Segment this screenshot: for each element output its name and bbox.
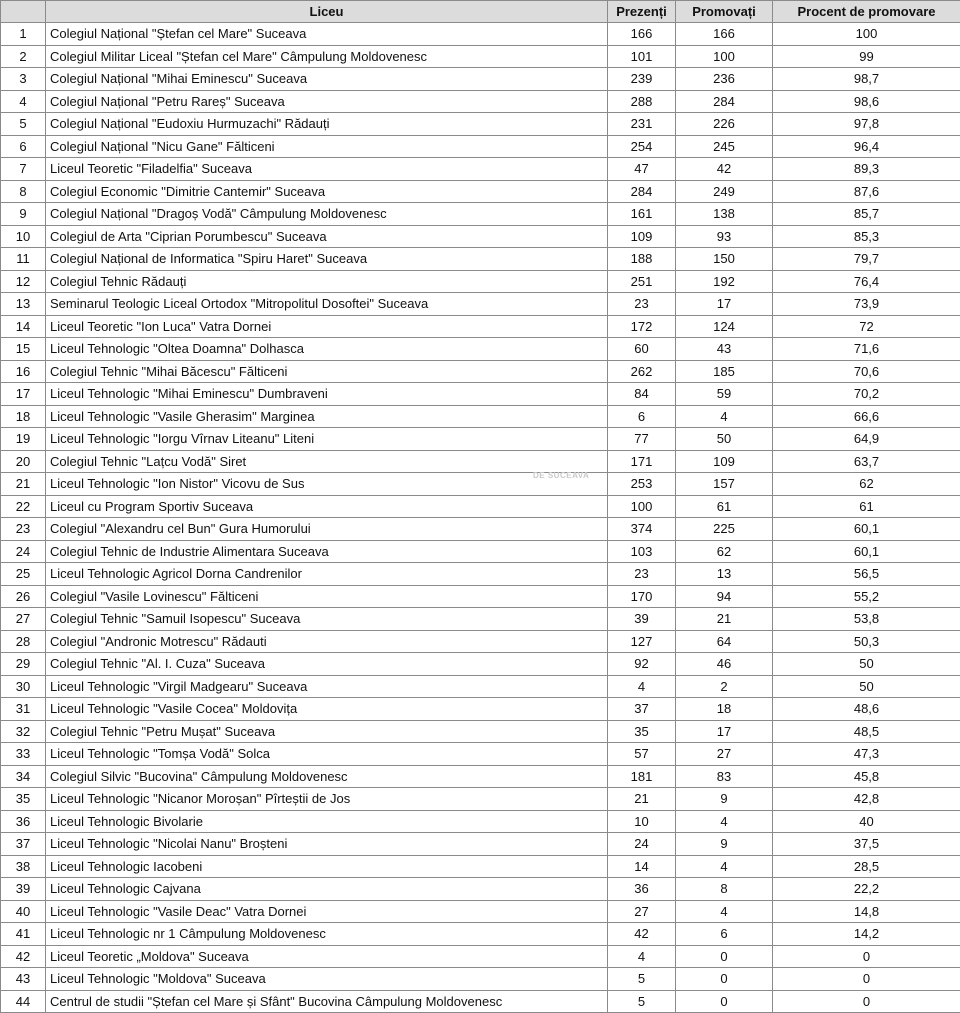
- row-prezenti: 103: [608, 540, 676, 563]
- row-promovati: 94: [676, 585, 773, 608]
- table-row: [1, 968, 960, 991]
- row-promovati: 93: [676, 225, 773, 248]
- row-procent: 0: [773, 945, 960, 968]
- table-row: [1, 113, 960, 136]
- row-index: 44: [1, 990, 46, 1013]
- row-promovati: 245: [676, 135, 773, 158]
- row-school-name: Colegiul Național "Mihai Eminescu" Suceava: [46, 68, 608, 91]
- row-prezenti: 84: [608, 383, 676, 406]
- row-school-name: Colegiul Național "Dragoș Vodă" Câmpulung Moldovenesc: [46, 203, 608, 226]
- row-procent: 56,5: [773, 563, 960, 586]
- row-school-name: Liceul Tehnologic "Vasile Cocea" Moldovița: [46, 698, 608, 721]
- table-row: [1, 45, 960, 68]
- table-row: [1, 315, 960, 338]
- row-promovati: 0: [676, 990, 773, 1013]
- row-school-name: Colegiul Silvic "Bucovina" Câmpulung Moldovenesc: [46, 765, 608, 788]
- row-index: 12: [1, 270, 46, 293]
- row-promovati: 61: [676, 495, 773, 518]
- table-row: [1, 180, 960, 203]
- row-school-name: Liceul Tehnologic "Iorgu Vîrnav Liteanu" Liteni: [46, 428, 608, 451]
- row-school-name: Colegiul de Arta "Ciprian Porumbescu" Suceava: [46, 225, 608, 248]
- row-procent: 76,4: [773, 270, 960, 293]
- row-prezenti: 171: [608, 450, 676, 473]
- row-promovati: 124: [676, 315, 773, 338]
- row-procent: 98,6: [773, 90, 960, 113]
- table-row: [1, 428, 960, 451]
- row-promovati: 17: [676, 293, 773, 316]
- row-procent: 40: [773, 810, 960, 833]
- row-index: 23: [1, 518, 46, 541]
- table-row: [1, 855, 960, 878]
- row-school-name: Colegiul Național "Eudoxiu Hurmuzachi" Rădauți: [46, 113, 608, 136]
- header-promovati: Promovați: [676, 1, 773, 23]
- table-row: [1, 675, 960, 698]
- row-prezenti: 10: [608, 810, 676, 833]
- row-school-name: Seminarul Teologic Liceal Ortodox "Mitropolitul Dosoftei" Suceava: [46, 293, 608, 316]
- table-row: [1, 653, 960, 676]
- row-prezenti: 6: [608, 405, 676, 428]
- row-promovati: 59: [676, 383, 773, 406]
- row-prezenti: 288: [608, 90, 676, 113]
- row-promovati: 166: [676, 23, 773, 46]
- row-index: 5: [1, 113, 46, 136]
- row-school-name: Liceul Teoretic "Filadelfia" Suceava: [46, 158, 608, 181]
- row-school-name: Colegiul Tehnic "Mihai Băcescu" Fălticeni: [46, 360, 608, 383]
- row-promovati: 150: [676, 248, 773, 271]
- row-index: 2: [1, 45, 46, 68]
- row-prezenti: 5: [608, 990, 676, 1013]
- row-promovati: 284: [676, 90, 773, 113]
- row-index: 20: [1, 450, 46, 473]
- row-school-name: Colegiul Național de Informatica "Spiru Haret" Suceava: [46, 248, 608, 271]
- table-row: [1, 540, 960, 563]
- row-prezenti: 37: [608, 698, 676, 721]
- row-prezenti: 262: [608, 360, 676, 383]
- row-index: 36: [1, 810, 46, 833]
- row-promovati: 83: [676, 765, 773, 788]
- row-prezenti: 47: [608, 158, 676, 181]
- row-school-name: Colegiul Național "Petru Rareș" Suceava: [46, 90, 608, 113]
- row-procent: 45,8: [773, 765, 960, 788]
- row-promovati: 43: [676, 338, 773, 361]
- row-promovati: 8: [676, 878, 773, 901]
- row-prezenti: 5: [608, 968, 676, 991]
- row-promovati: 17: [676, 720, 773, 743]
- row-index: 1: [1, 23, 46, 46]
- row-procent: 97,8: [773, 113, 960, 136]
- table-row: [1, 585, 960, 608]
- table-row: [1, 158, 960, 181]
- row-prezenti: 181: [608, 765, 676, 788]
- row-index: 39: [1, 878, 46, 901]
- row-procent: 55,2: [773, 585, 960, 608]
- table-row: [1, 405, 960, 428]
- table-row: [1, 810, 960, 833]
- row-prezenti: 42: [608, 923, 676, 946]
- row-prezenti: 253: [608, 473, 676, 496]
- row-procent: 50,3: [773, 630, 960, 653]
- row-index: 35: [1, 788, 46, 811]
- table-row: [1, 608, 960, 631]
- table-row: [1, 203, 960, 226]
- row-school-name: Colegiul Național "Nicu Gane" Fălticeni: [46, 135, 608, 158]
- row-index: 16: [1, 360, 46, 383]
- row-school-name: Liceul Tehnologic Cajvana: [46, 878, 608, 901]
- table-row: [1, 563, 960, 586]
- table-row: [1, 383, 960, 406]
- row-index: 43: [1, 968, 46, 991]
- table-row: [1, 450, 960, 473]
- row-prezenti: 36: [608, 878, 676, 901]
- row-school-name: Liceul Tehnologic Bivolarie: [46, 810, 608, 833]
- row-prezenti: 100: [608, 495, 676, 518]
- row-procent: 89,3: [773, 158, 960, 181]
- row-procent: 64,9: [773, 428, 960, 451]
- table-row: [1, 473, 960, 496]
- row-index: 40: [1, 900, 46, 923]
- row-prezenti: 231: [608, 113, 676, 136]
- table-row: [1, 23, 960, 46]
- table-row: [1, 135, 960, 158]
- row-prezenti: 239: [608, 68, 676, 91]
- row-prezenti: 21: [608, 788, 676, 811]
- row-promovati: 249: [676, 180, 773, 203]
- table-row: [1, 293, 960, 316]
- row-index: 34: [1, 765, 46, 788]
- row-prezenti: 109: [608, 225, 676, 248]
- row-promovati: 62: [676, 540, 773, 563]
- row-index: 11: [1, 248, 46, 271]
- row-prezenti: 27: [608, 900, 676, 923]
- row-school-name: Colegiul Tehnic "Al. I. Cuza" Suceava: [46, 653, 608, 676]
- row-procent: 99: [773, 45, 960, 68]
- row-index: 14: [1, 315, 46, 338]
- row-procent: 47,3: [773, 743, 960, 766]
- row-procent: 98,7: [773, 68, 960, 91]
- row-procent: 66,6: [773, 405, 960, 428]
- row-prezenti: 170: [608, 585, 676, 608]
- row-promovati: 9: [676, 833, 773, 856]
- header-index: [1, 1, 46, 23]
- row-promovati: 4: [676, 405, 773, 428]
- row-index: 8: [1, 180, 46, 203]
- row-procent: 42,8: [773, 788, 960, 811]
- row-school-name: Liceul Tehnologic nr 1 Câmpulung Moldovenesc: [46, 923, 608, 946]
- row-prezenti: 374: [608, 518, 676, 541]
- row-promovati: 157: [676, 473, 773, 496]
- row-prezenti: 284: [608, 180, 676, 203]
- row-procent: 85,3: [773, 225, 960, 248]
- row-index: 9: [1, 203, 46, 226]
- row-promovati: 50: [676, 428, 773, 451]
- row-procent: 50: [773, 653, 960, 676]
- row-promovati: 225: [676, 518, 773, 541]
- row-school-name: Colegiul Tehnic "Lațcu Vodă" Siret: [46, 450, 608, 473]
- header-row: [1, 1, 960, 23]
- row-school-name: Liceul Tehnologic "Tomșa Vodă" Solca: [46, 743, 608, 766]
- row-school-name: Colegiul Tehnic "Samuil Isopescu" Suceava: [46, 608, 608, 631]
- row-prezenti: 161: [608, 203, 676, 226]
- row-school-name: Liceul cu Program Sportiv Suceava: [46, 495, 608, 518]
- row-procent: 87,6: [773, 180, 960, 203]
- row-procent: 14,8: [773, 900, 960, 923]
- row-prezenti: 172: [608, 315, 676, 338]
- table-row: [1, 338, 960, 361]
- table-row: [1, 90, 960, 113]
- row-index: 30: [1, 675, 46, 698]
- table-row: [1, 945, 960, 968]
- row-procent: 70,6: [773, 360, 960, 383]
- row-procent: 73,9: [773, 293, 960, 316]
- row-procent: 79,7: [773, 248, 960, 271]
- row-index: 7: [1, 158, 46, 181]
- row-promovati: 9: [676, 788, 773, 811]
- row-promovati: 0: [676, 968, 773, 991]
- row-index: 10: [1, 225, 46, 248]
- row-prezenti: 127: [608, 630, 676, 653]
- table-row: [1, 518, 960, 541]
- row-prezenti: 23: [608, 293, 676, 316]
- table-row: [1, 248, 960, 271]
- row-procent: 50: [773, 675, 960, 698]
- row-school-name: Liceul Tehnologic "Ion Nistor" Vicovu de Sus: [46, 473, 608, 496]
- row-prezenti: 254: [608, 135, 676, 158]
- row-school-name: Liceul Tehnologic "Vasile Deac" Vatra Dornei: [46, 900, 608, 923]
- row-prezenti: 166: [608, 23, 676, 46]
- row-procent: 0: [773, 968, 960, 991]
- row-promovati: 2: [676, 675, 773, 698]
- row-procent: 63,7: [773, 450, 960, 473]
- table-row: [1, 743, 960, 766]
- row-index: 41: [1, 923, 46, 946]
- row-prezenti: 101: [608, 45, 676, 68]
- row-procent: 14,2: [773, 923, 960, 946]
- row-promovati: 0: [676, 945, 773, 968]
- table-row: [1, 630, 960, 653]
- row-procent: 60,1: [773, 540, 960, 563]
- row-promovati: 21: [676, 608, 773, 631]
- row-procent: 62: [773, 473, 960, 496]
- table-row: [1, 900, 960, 923]
- row-school-name: Liceul Teoretic "Ion Luca" Vatra Dornei: [46, 315, 608, 338]
- row-procent: 0: [773, 990, 960, 1013]
- row-index: 37: [1, 833, 46, 856]
- row-procent: 48,5: [773, 720, 960, 743]
- row-school-name: Liceul Tehnologic "Moldova" Suceava: [46, 968, 608, 991]
- header-procent: Procent de promovare: [773, 1, 960, 23]
- row-promovati: 109: [676, 450, 773, 473]
- table-row: [1, 788, 960, 811]
- row-procent: 85,7: [773, 203, 960, 226]
- row-prezenti: 251: [608, 270, 676, 293]
- row-promovati: 13: [676, 563, 773, 586]
- row-promovati: 4: [676, 855, 773, 878]
- row-prezenti: 92: [608, 653, 676, 676]
- row-school-name: Liceul Tehnologic Iacobeni: [46, 855, 608, 878]
- row-promovati: 192: [676, 270, 773, 293]
- row-school-name: Liceul Tehnologic "Nicolai Nanu" Broșteni: [46, 833, 608, 856]
- row-index: 6: [1, 135, 46, 158]
- table-row: [1, 923, 960, 946]
- row-school-name: Centrul de studii "Ștefan cel Mare și Sfânt" Bucovina Câmpulung Moldovenesc: [46, 990, 608, 1013]
- row-prezenti: 39: [608, 608, 676, 631]
- row-procent: 61: [773, 495, 960, 518]
- header-prezenti: Prezenți: [608, 1, 676, 23]
- row-prezenti: 23: [608, 563, 676, 586]
- row-prezenti: 77: [608, 428, 676, 451]
- row-prezenti: 24: [608, 833, 676, 856]
- row-school-name: Colegiul "Alexandru cel Bun" Gura Humorului: [46, 518, 608, 541]
- table-row: [1, 68, 960, 91]
- row-school-name: Colegiul Național "Ștefan cel Mare" Suceava: [46, 23, 608, 46]
- row-school-name: Colegiul Militar Liceal "Ștefan cel Mare" Câmpulung Moldovenesc: [46, 45, 608, 68]
- row-index: 19: [1, 428, 46, 451]
- row-index: 3: [1, 68, 46, 91]
- row-prezenti: 4: [608, 675, 676, 698]
- row-promovati: 64: [676, 630, 773, 653]
- row-index: 27: [1, 608, 46, 631]
- row-promovati: 27: [676, 743, 773, 766]
- row-school-name: Colegiul Tehnic "Petru Mușat" Suceava: [46, 720, 608, 743]
- row-school-name: Liceul Tehnologic "Mihai Eminescu" Dumbraveni: [46, 383, 608, 406]
- row-prezenti: 57: [608, 743, 676, 766]
- table-row: [1, 270, 960, 293]
- table-row: [1, 360, 960, 383]
- row-school-name: Colegiul Tehnic de Industrie Alimentara Suceava: [46, 540, 608, 563]
- row-promovati: 6: [676, 923, 773, 946]
- row-index: 25: [1, 563, 46, 586]
- row-promovati: 185: [676, 360, 773, 383]
- row-school-name: Liceul Tehnologic Agricol Dorna Candrenilor: [46, 563, 608, 586]
- row-index: 17: [1, 383, 46, 406]
- row-school-name: Colegiul Economic "Dimitrie Cantemir" Suceava: [46, 180, 608, 203]
- row-index: 24: [1, 540, 46, 563]
- row-index: 22: [1, 495, 46, 518]
- row-index: 26: [1, 585, 46, 608]
- row-promovati: 236: [676, 68, 773, 91]
- row-prezenti: 4: [608, 945, 676, 968]
- table-row: [1, 990, 960, 1013]
- row-promovati: 18: [676, 698, 773, 721]
- row-index: 18: [1, 405, 46, 428]
- row-school-name: Liceul Tehnologic "Nicanor Moroșan" Pîrteștii de Jos: [46, 788, 608, 811]
- row-promovati: 100: [676, 45, 773, 68]
- table-row: [1, 225, 960, 248]
- row-promovati: 4: [676, 900, 773, 923]
- row-school-name: Colegiul Tehnic Rădauți: [46, 270, 608, 293]
- row-index: 15: [1, 338, 46, 361]
- row-index: 38: [1, 855, 46, 878]
- row-prezenti: 60: [608, 338, 676, 361]
- row-prezenti: 188: [608, 248, 676, 271]
- row-promovati: 46: [676, 653, 773, 676]
- table-row: [1, 833, 960, 856]
- table-row: [1, 765, 960, 788]
- table-body: [1, 23, 960, 1013]
- table-row: [1, 878, 960, 901]
- row-procent: 70,2: [773, 383, 960, 406]
- row-school-name: Liceul Tehnologic "Vasile Gherasim" Marginea: [46, 405, 608, 428]
- table-row: [1, 720, 960, 743]
- watermark: DE SUCEAVA: [533, 471, 589, 480]
- row-procent: 71,6: [773, 338, 960, 361]
- row-procent: 100: [773, 23, 960, 46]
- row-procent: 22,2: [773, 878, 960, 901]
- row-prezenti: 14: [608, 855, 676, 878]
- header-liceu: Liceu: [46, 1, 608, 23]
- table-row: [1, 495, 960, 518]
- row-procent: 60,1: [773, 518, 960, 541]
- row-index: 33: [1, 743, 46, 766]
- row-index: 4: [1, 90, 46, 113]
- row-index: 28: [1, 630, 46, 653]
- row-index: 13: [1, 293, 46, 316]
- row-index: 31: [1, 698, 46, 721]
- row-index: 21: [1, 473, 46, 496]
- row-procent: 53,8: [773, 608, 960, 631]
- row-prezenti: 35: [608, 720, 676, 743]
- row-index: 32: [1, 720, 46, 743]
- row-procent: 28,5: [773, 855, 960, 878]
- row-school-name: Liceul Tehnologic "Virgil Madgearu" Suceava: [46, 675, 608, 698]
- row-school-name: Liceul Teoretic „Moldova" Suceava: [46, 945, 608, 968]
- row-procent: 96,4: [773, 135, 960, 158]
- row-promovati: 138: [676, 203, 773, 226]
- row-procent: 72: [773, 315, 960, 338]
- row-promovati: 226: [676, 113, 773, 136]
- row-procent: 48,6: [773, 698, 960, 721]
- row-procent: 37,5: [773, 833, 960, 856]
- row-promovati: 42: [676, 158, 773, 181]
- row-school-name: Colegiul "Andronic Motrescu" Rădauti: [46, 630, 608, 653]
- row-promovati: 4: [676, 810, 773, 833]
- row-index: 42: [1, 945, 46, 968]
- row-school-name: Liceul Tehnologic "Oltea Doamna" Dolhasca: [46, 338, 608, 361]
- table-row: [1, 698, 960, 721]
- row-index: 29: [1, 653, 46, 676]
- row-school-name: Colegiul "Vasile Lovinescu" Fălticeni: [46, 585, 608, 608]
